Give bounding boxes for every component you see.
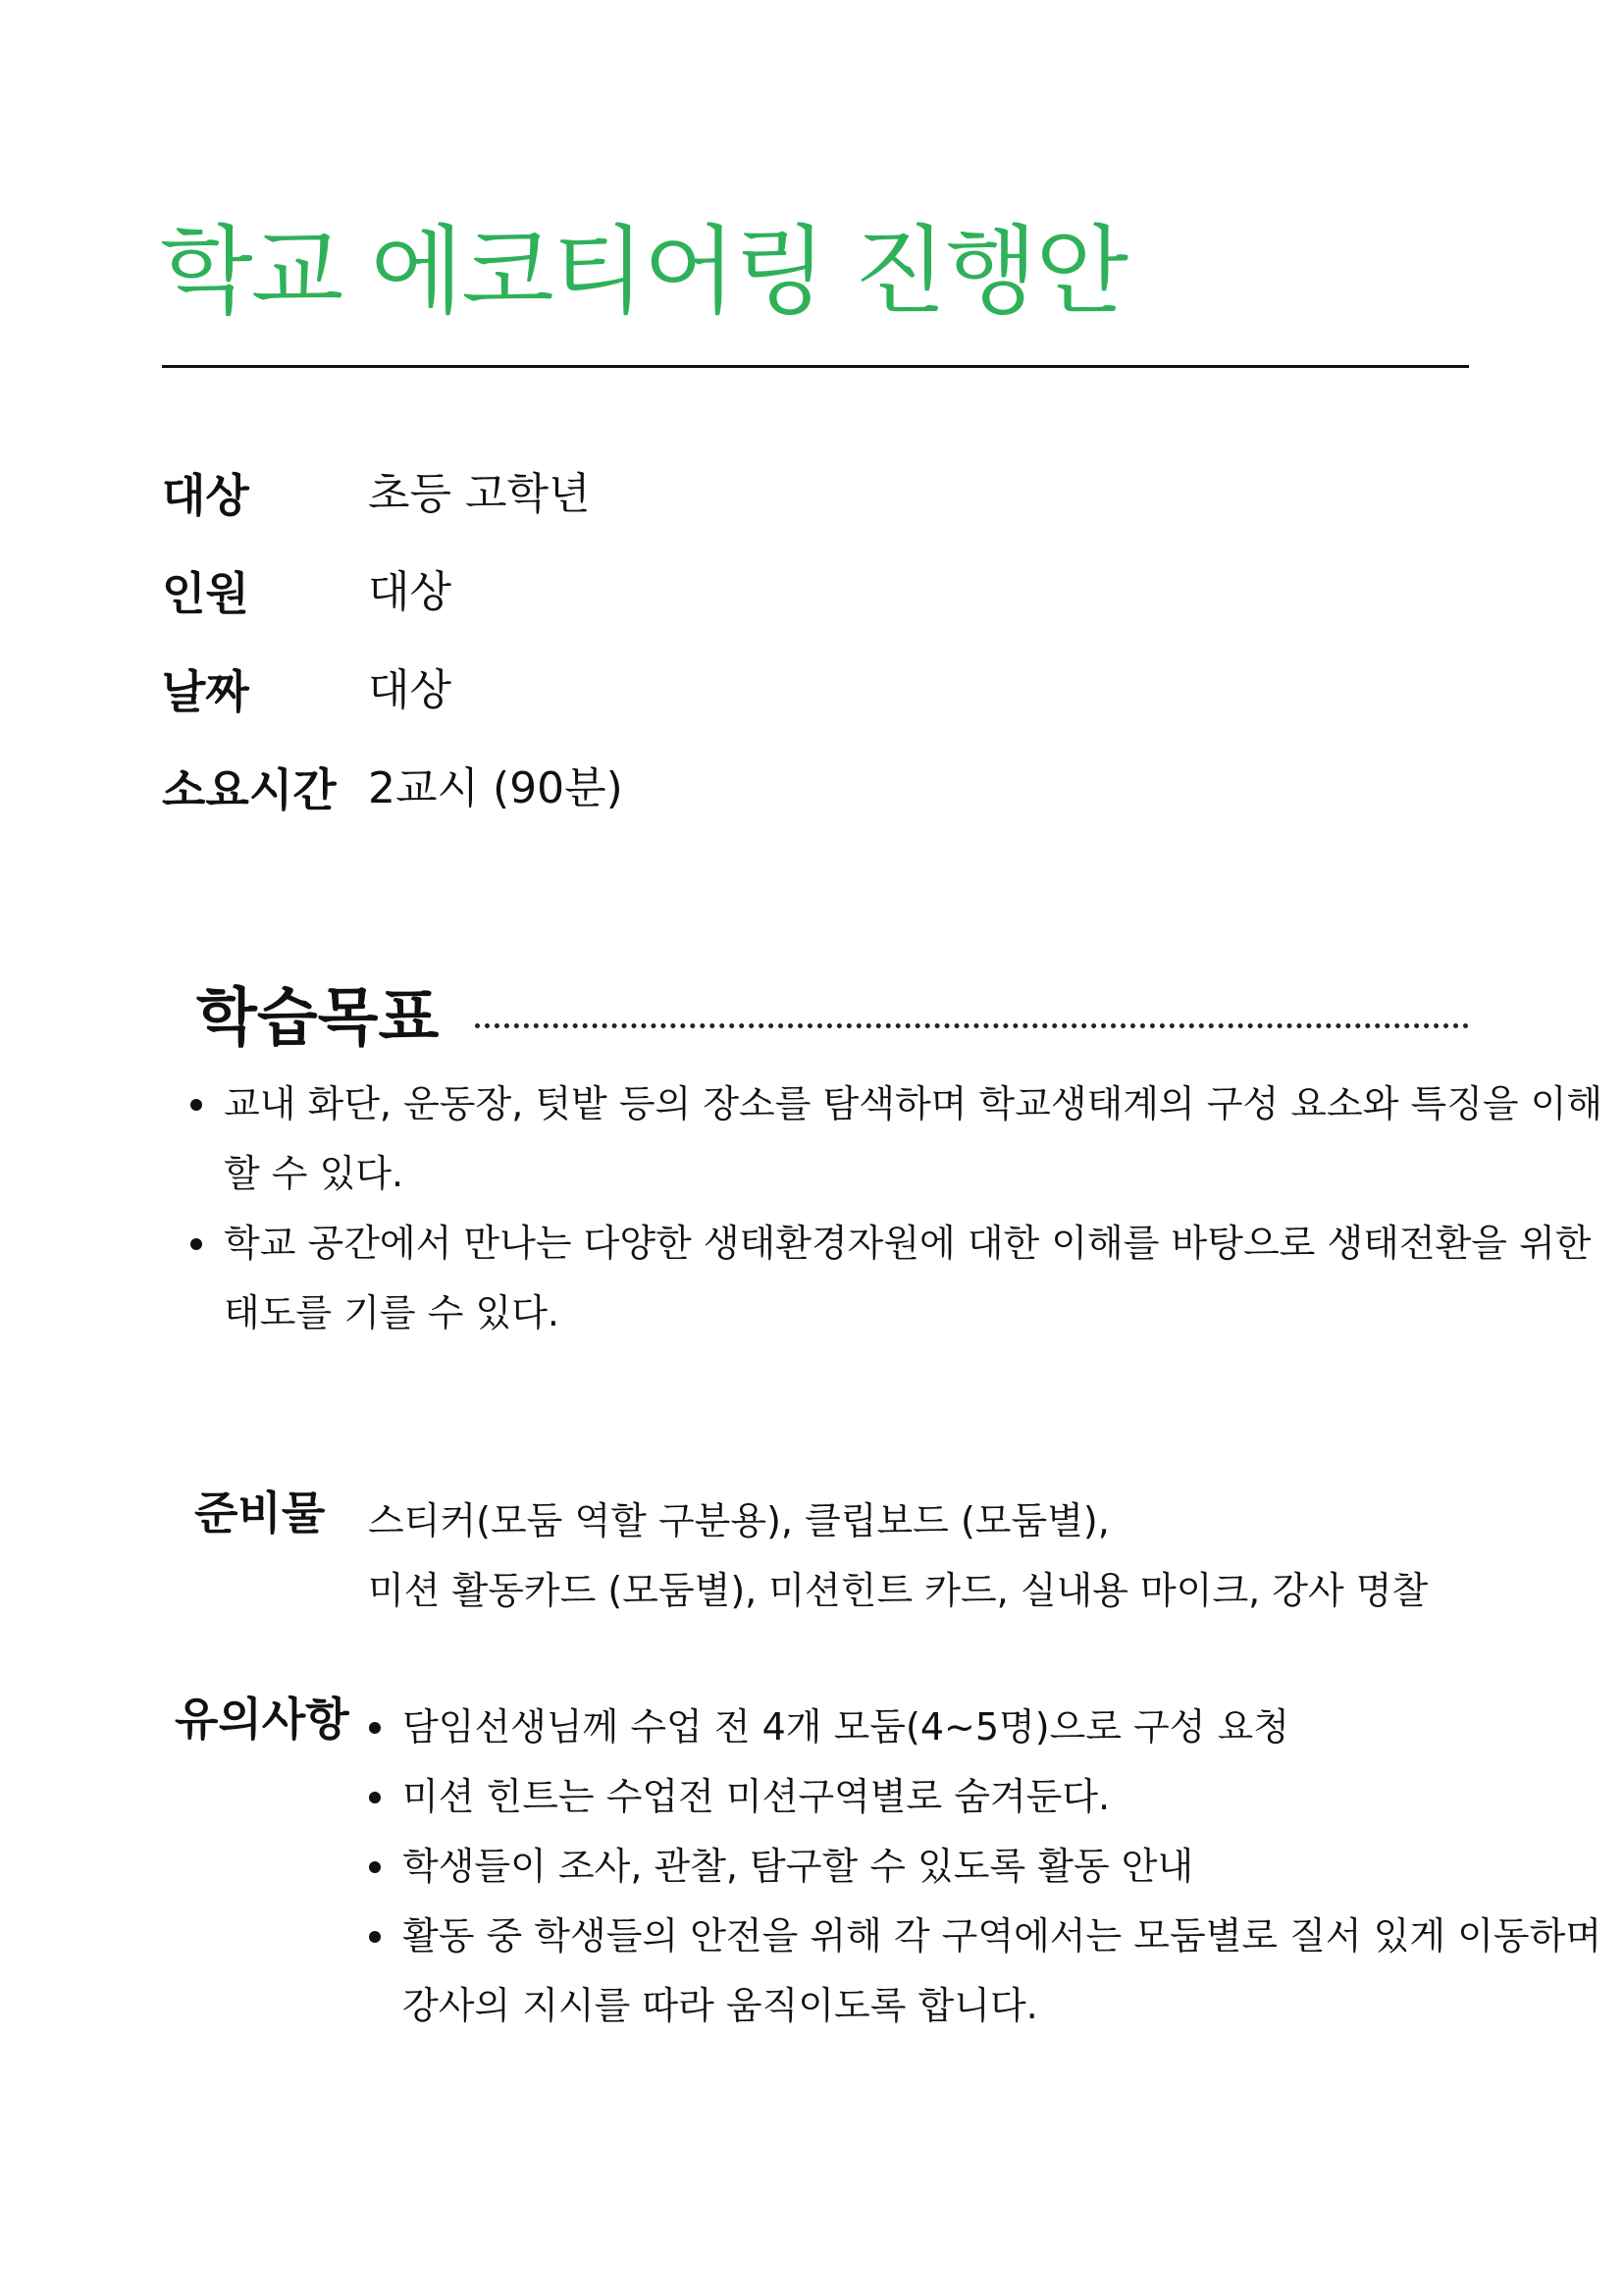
preparation-text xyxy=(368,1487,1428,1626)
goal-line: 교내 화단, 운동장, 텃밭 등의 장소를 탐색하며 학교생태계의 구성 요소와 특징을 이해 xyxy=(224,1082,1603,1125)
info-label: 날짜 xyxy=(162,665,249,718)
document-title: 학교 에코티어링 진행안 xyxy=(160,216,1126,328)
note-line: 학생들이 조사, 관찰, 탐구할 수 있도록 활동 안내 xyxy=(402,1845,1194,1888)
list-item xyxy=(402,1832,1472,1902)
list-item xyxy=(224,1070,1603,1209)
goals-dotted-leader xyxy=(475,1023,1469,1028)
info-value: 2교시 (90분) xyxy=(368,763,623,813)
info-value: 초등 고학년 xyxy=(368,469,591,519)
info-value: 대상 xyxy=(368,665,452,715)
preparation-line: 스티커(모둠 역할 구분용), 클립보드 (모둠별), xyxy=(368,1499,1110,1542)
notes-label: 유의사항 xyxy=(175,1693,349,1746)
goals-heading: 학습목표 xyxy=(196,982,440,1055)
preparation-label: 준비물 xyxy=(194,1487,326,1539)
info-value: 대상 xyxy=(368,567,452,617)
note-line: 활동 중 학생들의 안전을 위해 각 구역에서는 모둠별로 질서 있게 이동하며 xyxy=(402,1914,1602,1957)
notes-list xyxy=(402,1693,1602,2041)
goal-line: 태도를 기를 수 있다. xyxy=(224,1291,559,1334)
list-item xyxy=(224,1209,1592,1348)
title-divider xyxy=(162,365,1469,368)
info-label: 소요시간 xyxy=(162,763,337,816)
goals-list xyxy=(224,1070,1603,1348)
note-line: 미션 힌트는 수업전 미션구역별로 숨겨둔다. xyxy=(402,1775,1111,1818)
note-line: 담임선생님께 수업 전 4개 모둠(4~5명)으로 구성 요청 xyxy=(402,1705,1289,1748)
list-item xyxy=(402,1762,1472,1832)
goal-line: 학교 공간에서 만나는 다양한 생태환경자원에 대한 이해를 바탕으로 생태전환을 위한 xyxy=(224,1222,1592,1265)
list-item xyxy=(402,1693,1472,1762)
goal-line: 할 수 있다. xyxy=(224,1152,404,1195)
list-item xyxy=(402,1902,1602,2041)
preparation-line: 미션 활동카드 (모둠별), 미션힌트 카드, 실내용 마이크, 강사 명찰 xyxy=(368,1569,1429,1612)
note-line: 강사의 지시를 따라 움직이도록 합니다. xyxy=(402,1984,1038,2027)
info-label: 인원 xyxy=(162,567,249,620)
info-label: 대상 xyxy=(162,469,249,522)
